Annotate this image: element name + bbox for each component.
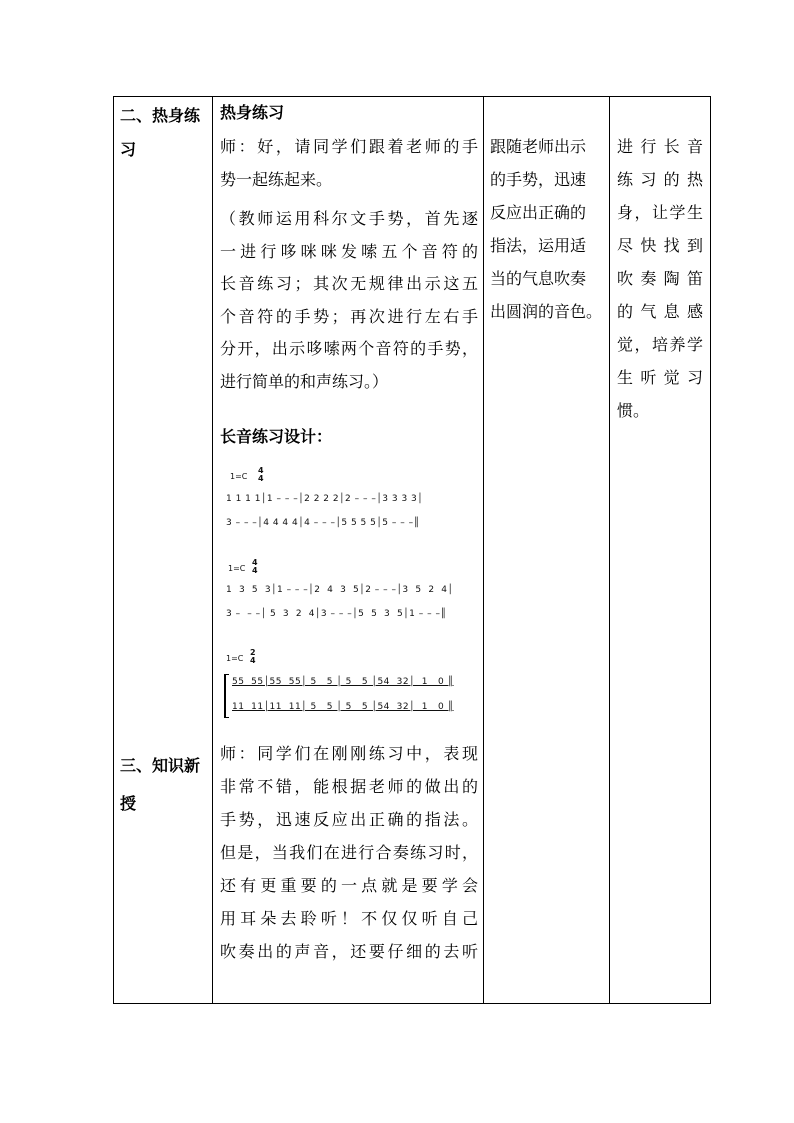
intent-line: 惯。 [617,401,650,420]
score-key: 1=C [228,564,246,573]
meter-top: 4 [252,558,258,567]
note-line: 分开，出示哆嗦两个音符的手势， [220,339,478,358]
teacher-line: 用耳朵去聆听！不仅仅听自己 [220,909,478,928]
column-divider [483,97,484,1003]
student-line: 当的气息吹奏 [490,269,587,288]
intent-line: 吹奏陶笛 [617,269,703,288]
section-3-title [120,747,210,823]
intent-line: 进行长音 [617,137,703,156]
intent-line: 尽快找到 [617,236,703,255]
notation-score-3 [224,647,478,722]
score-meter [252,559,258,575]
design-intent [617,130,703,427]
teacher-intro-line: 势一起练起来。 [220,170,333,189]
teacher-feedback [220,737,478,968]
student-activity [490,130,608,328]
intent-line: 身，让学生 [617,203,703,222]
meter-bottom: 4 [258,474,264,483]
student-line: 指法，运用适 [490,236,587,255]
teacher-line: 非常不错，能根据老师的做出的 [220,777,478,796]
score-line: 55 55│55 55│ 5 5 │ 5 5 │54 32│ 1 0 ║ [232,677,454,687]
teacher-intro [220,130,478,196]
teacher-line: 但是，当我们在进行合奏练习时， [220,843,478,862]
note-line: 长音练习；其次无规律出示这五 [220,274,478,293]
score-line: 3 – – –│ 5 3 2 4│3 – – –│5 5 3 5│1 – – –║ [226,609,447,619]
score-meter [250,649,256,665]
column-divider [212,97,213,1003]
score-key: 1=C [230,472,248,481]
section-3-title-line: 授 [120,794,137,813]
column-divider [609,97,610,1003]
score-line: 1 3 5 3│1 – – –│2 4 3 5│2 – – –│3 5 2 4│ [226,585,454,595]
meter-top: 2 [250,648,256,657]
note-line: 一进行哆咪咪发嗦五个音符的 [220,241,478,261]
note-line: 进行简单的和声练习。） [220,371,389,391]
intent-line: 觉，培养学 [617,335,703,354]
section-2-title-line: 二、热身练 [120,106,201,125]
intent-line: 练习的热 [617,170,703,189]
teacher-line: 手势，迅速反应出正确的指法。 [220,810,478,829]
notation-score-2 [226,557,476,627]
design-heading: 长音练习设计： [220,427,333,446]
warmup-heading: 热身练习 [220,103,285,122]
note-line: （教师运用科尔文手势，首先逐 [220,209,478,228]
teacher-intro-line: 师：好，请同学们跟着老师的手 [220,137,478,156]
student-line: 的手势，迅速 [490,170,587,189]
intent-line: 的气息感 [617,302,703,321]
intent-line: 生听觉习 [617,368,703,387]
staff-brace [224,674,229,718]
student-line: 出圆润的音色。 [490,302,603,321]
teacher-action-note [220,203,478,398]
score-line: 1 1 1 1│1 – – –│2 2 2 2│2 – – –│3 3 3 3│ [226,494,424,504]
teacher-line: 师：同学们在刚刚练习中，表现 [220,744,478,763]
score-line: 3 – – –│4 4 4 4│4 – – –│5 5 5 5│5 – – –║ [226,518,420,528]
teacher-line: 还有更重要的一点就是要学会 [220,876,478,895]
score-line: 11 11│11 11│ 5 5 │ 5 5 │54 32│ 1 0 ║ [232,702,454,712]
section-3-title-line: 三、知识新 [120,756,201,775]
score-meter [258,467,264,483]
note-line: 个音符的手势；再次进行左右手 [220,306,478,326]
score-key: 1=C [226,654,244,663]
teacher-line: 吹奏出的声音，还要仔细的去听 [220,942,478,961]
student-line: 跟随老师出示 [490,137,587,156]
meter-bottom: 4 [252,566,258,575]
section-2-title-line: 习 [120,140,137,159]
lesson-plan-table [113,96,711,1004]
notation-score-1 [226,465,476,535]
meter-top: 4 [258,466,264,475]
section-2-title [120,99,210,167]
meter-bottom: 4 [250,656,256,665]
student-line: 反应出正确的 [490,203,587,222]
